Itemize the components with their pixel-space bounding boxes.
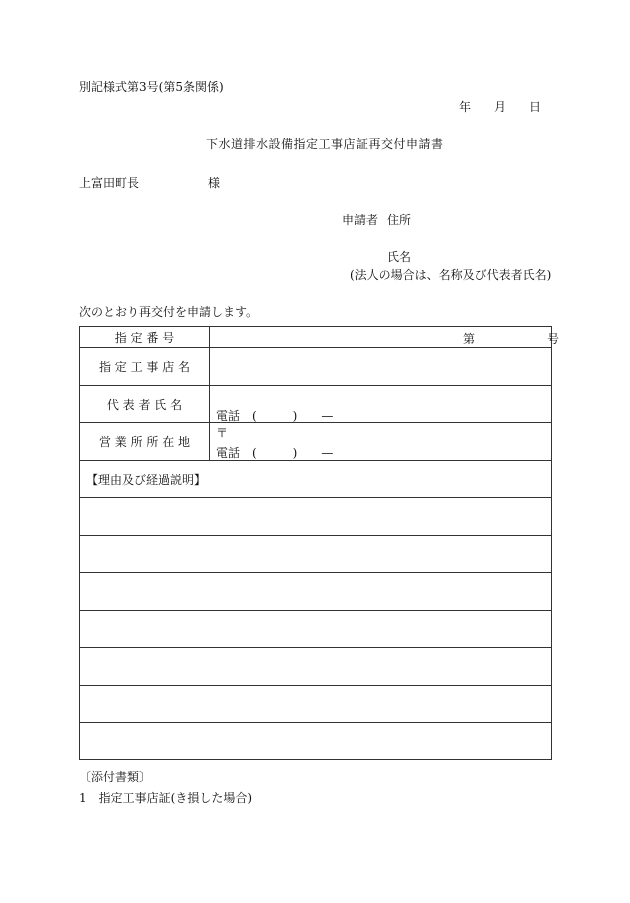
date-day-label: 日 xyxy=(529,100,542,114)
attachment-item: 1 指定工事店証(き損した場合) xyxy=(79,791,252,805)
reason-line-2[interactable] xyxy=(80,536,552,573)
reason-line-3[interactable] xyxy=(80,573,552,611)
reason-line-7[interactable] xyxy=(80,723,552,760)
representative-label: 代 表 者 氏 名 xyxy=(80,386,210,423)
form-reference: 別記様式第3号(第5条関係) xyxy=(79,80,224,94)
number-prefix: 第 xyxy=(463,332,476,346)
designation-number-field[interactable] xyxy=(210,327,560,348)
name-label: 氏名 xyxy=(387,250,412,264)
representative-phone: 電話 ( ) — xyxy=(216,409,334,423)
date-year-label: 年 xyxy=(459,100,472,114)
reason-label: 【理由及び経過説明】 xyxy=(80,461,552,498)
representative-field[interactable] xyxy=(210,386,552,423)
honorific: 様 xyxy=(208,176,221,190)
number-suffix: 号 xyxy=(547,332,560,346)
reason-line-6[interactable] xyxy=(80,686,552,723)
reason-header-row xyxy=(80,461,552,498)
office-address-row xyxy=(80,423,552,461)
store-name-field[interactable] xyxy=(210,348,552,386)
designation-number-label: 指 定 番 号 xyxy=(80,327,210,348)
intro-text: 次のとおり再交付を申請します。 xyxy=(79,305,259,319)
designation-number-row xyxy=(80,327,552,348)
office-address-field[interactable] xyxy=(210,423,552,461)
representative-row xyxy=(80,386,552,423)
addressee: 上富田町長 xyxy=(79,176,140,190)
date-month-label: 月 xyxy=(494,100,507,114)
document-title: 下水道排水設備指定工事店証再交付申請書 xyxy=(206,137,444,151)
office-address-label: 営 業 所 所 在 地 xyxy=(80,423,210,461)
office-phone: 電話 ( ) — xyxy=(216,446,334,460)
reason-line-4[interactable] xyxy=(80,611,552,648)
store-name-row xyxy=(80,348,552,386)
reason-line-5[interactable] xyxy=(80,648,552,686)
reason-line-1[interactable] xyxy=(80,498,552,536)
application-table xyxy=(79,326,560,760)
postal-mark: 〒 xyxy=(216,426,229,440)
attachments-heading: 〔添付書類〕 xyxy=(79,770,152,784)
applicant-label: 申請者 xyxy=(342,213,379,227)
corporate-note: (法人の場合は、名称及び代表者氏名) xyxy=(350,268,552,282)
address-label: 住所 xyxy=(387,213,412,227)
store-name-label: 指 定 工 事 店 名 xyxy=(80,348,210,386)
